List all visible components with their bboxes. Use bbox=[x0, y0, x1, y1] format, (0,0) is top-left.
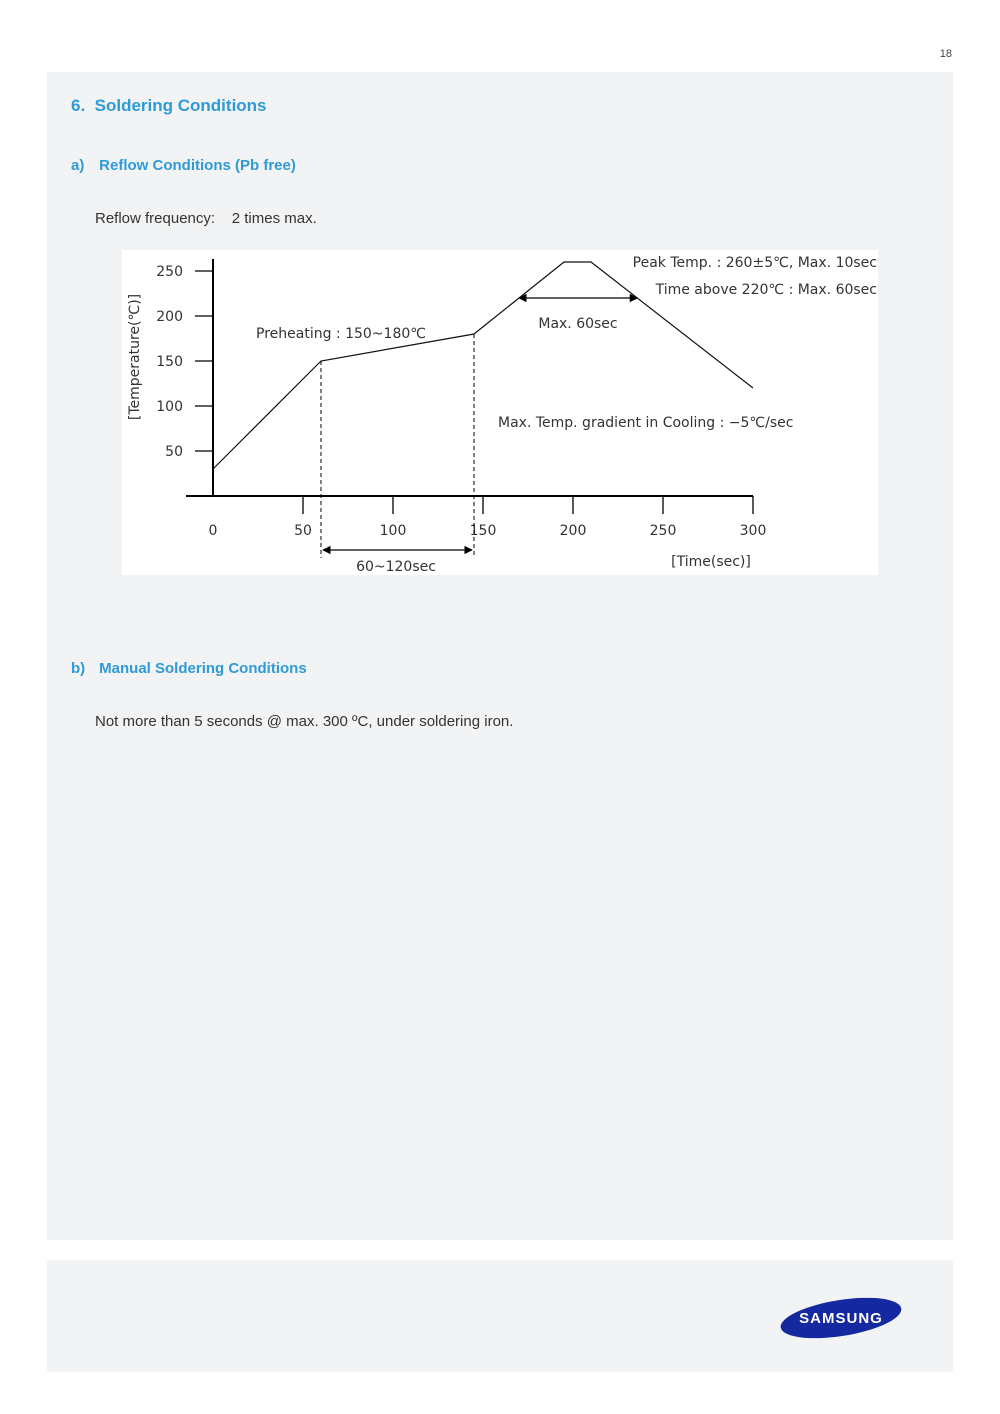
subsection-a-index: a) bbox=[71, 157, 85, 174]
reflow-frequency-label: Reflow frequency: bbox=[95, 210, 216, 227]
page-number: 18 bbox=[939, 48, 952, 60]
content-panel bbox=[47, 72, 953, 1240]
x-tick-label: 150 bbox=[469, 523, 497, 539]
section-title-text: Soldering Conditions bbox=[94, 96, 267, 115]
y-tick-label: 100 bbox=[156, 399, 183, 415]
x-tick-label: 0 bbox=[208, 523, 218, 539]
subsection-a-title-text: Reflow Conditions (Pb free) bbox=[99, 157, 296, 174]
xlabel: [Time(sec)] bbox=[671, 554, 751, 570]
annotation-cooling: Max. Temp. gradient in Cooling : −5℃/sec bbox=[498, 415, 794, 431]
y-tick-label: 50 bbox=[165, 444, 183, 460]
reflow-frequency-value: 2 times max. bbox=[231, 210, 317, 227]
footer-panel bbox=[47, 1260, 953, 1372]
annotation-peak: Peak Temp. : 260±5℃, Max. 10sec bbox=[632, 255, 877, 271]
svg-text:SAMSUNG: SAMSUNG bbox=[799, 1310, 883, 1327]
x-tick-label: 50 bbox=[294, 523, 312, 539]
section-number: 6. bbox=[71, 96, 86, 115]
reflow-profile-chart bbox=[122, 250, 878, 575]
subsection-a-title bbox=[71, 157, 296, 174]
reflow-profile-svg bbox=[122, 250, 878, 575]
subsection-b-title-text: Manual Soldering Conditions bbox=[99, 660, 307, 677]
ylabel: [Temperature(℃)] bbox=[127, 293, 143, 421]
subsection-b-index: b) bbox=[71, 660, 86, 677]
subsection-b-title bbox=[71, 660, 307, 677]
y-tick-label: 250 bbox=[156, 264, 183, 280]
section-title bbox=[71, 96, 267, 116]
annotation-max60: Max. 60sec bbox=[538, 316, 618, 332]
samsung-logo bbox=[779, 1297, 903, 1339]
x-tick-label: 200 bbox=[559, 523, 587, 539]
annotation-preheat-time: 60~120sec bbox=[356, 559, 436, 575]
reflow-frequency bbox=[95, 210, 317, 227]
manual-soldering-text: Not more than 5 seconds @ max. 300 ºC, under soldering iron. bbox=[95, 713, 514, 730]
y-tick-label: 150 bbox=[156, 354, 183, 370]
x-tick-label: 300 bbox=[739, 523, 767, 539]
x-tick-label: 100 bbox=[379, 523, 407, 539]
y-tick-label: 200 bbox=[156, 309, 183, 325]
annotation-preheat: Preheating : 150~180℃ bbox=[256, 326, 426, 342]
x-tick-label: 250 bbox=[649, 523, 677, 539]
annotation-time-above: Time above 220℃ : Max. 60sec bbox=[655, 282, 877, 298]
